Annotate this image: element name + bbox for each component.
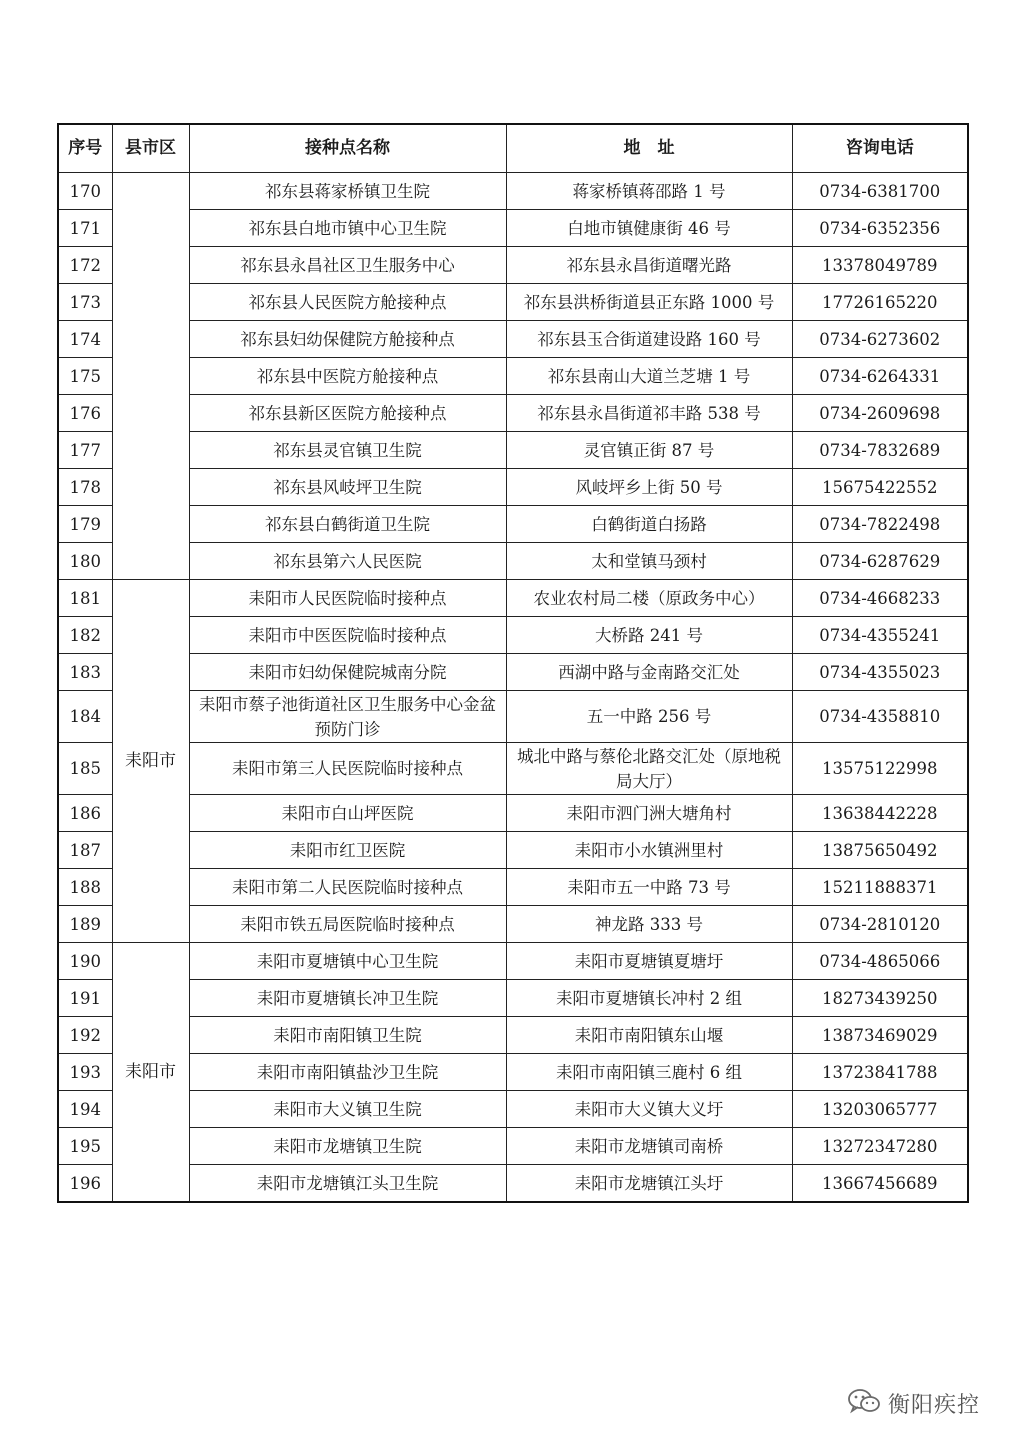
- seq-cell: 178: [58, 469, 112, 506]
- table-row: [58, 654, 968, 691]
- site-name-cell: 耒阳市妇幼保健院城南分院: [189, 654, 506, 691]
- table-row: [58, 321, 968, 358]
- address-cell: 农业农村局二楼（原政务中心）: [506, 580, 792, 617]
- phone-cell: 13575122998: [792, 743, 968, 795]
- site-name-cell: 祁东县妇幼保健院方舱接种点: [189, 321, 506, 358]
- address-cell: 耒阳市五一中路 73 号: [506, 869, 792, 906]
- address-cell: 太和堂镇马颈村: [506, 543, 792, 580]
- site-name-cell: 耒阳市南阳镇盐沙卫生院: [189, 1054, 506, 1091]
- seq-cell: 188: [58, 869, 112, 906]
- address-cell: 风岐坪乡上街 50 号: [506, 469, 792, 506]
- phone-cell: 13873469029: [792, 1017, 968, 1054]
- table-row: [58, 869, 968, 906]
- seq-cell: 172: [58, 247, 112, 284]
- site-name-cell: 祁东县蒋家桥镇卫生院: [189, 173, 506, 210]
- site-name-cell: 祁东县新区医院方舱接种点: [189, 395, 506, 432]
- site-name-cell: 耒阳市白山坪医院: [189, 795, 506, 832]
- table-row: [58, 617, 968, 654]
- seq-cell: 186: [58, 795, 112, 832]
- address-cell: 耒阳市小水镇洲里村: [506, 832, 792, 869]
- table-row: [58, 795, 968, 832]
- site-name-cell: 耒阳市夏塘镇长冲卫生院: [189, 980, 506, 1017]
- site-name-cell: 耒阳市第二人民医院临时接种点: [189, 869, 506, 906]
- phone-cell: 15211888371: [792, 869, 968, 906]
- site-name-cell: 祁东县第六人民医院: [189, 543, 506, 580]
- seq-cell: 174: [58, 321, 112, 358]
- phone-cell: 0734-4355241: [792, 617, 968, 654]
- table-row: [58, 832, 968, 869]
- district-cell: 耒阳市: [112, 943, 189, 1203]
- table-body: [58, 173, 968, 1203]
- phone-cell: 13203065777: [792, 1091, 968, 1128]
- seq-cell: 175: [58, 358, 112, 395]
- header-address: 地 址: [506, 124, 792, 173]
- site-name-cell: 耒阳市人民医院临时接种点: [189, 580, 506, 617]
- address-cell: 祁东县洪桥街道县正东路 1000 号: [506, 284, 792, 321]
- table-row: [58, 943, 968, 980]
- table-header-row: [58, 124, 968, 173]
- site-name-cell: 耒阳市铁五局医院临时接种点: [189, 906, 506, 943]
- phone-cell: 0734-4668233: [792, 580, 968, 617]
- table-row: [58, 395, 968, 432]
- table-row: [58, 580, 968, 617]
- wechat-icon: [846, 1387, 882, 1419]
- seq-cell: 185: [58, 743, 112, 795]
- address-cell: 祁东县永昌街道祁丰路 538 号: [506, 395, 792, 432]
- table-row: [58, 506, 968, 543]
- seq-cell: 190: [58, 943, 112, 980]
- seq-cell: 183: [58, 654, 112, 691]
- site-name-cell: 祁东县白鹤街道卫生院: [189, 506, 506, 543]
- seq-cell: 180: [58, 543, 112, 580]
- seq-cell: 187: [58, 832, 112, 869]
- watermark-text: 衡阳疾控: [888, 1392, 981, 1418]
- table-row: [58, 210, 968, 247]
- address-cell: 神龙路 333 号: [506, 906, 792, 943]
- seq-cell: 173: [58, 284, 112, 321]
- seq-cell: 170: [58, 173, 112, 210]
- table-row: [58, 906, 968, 943]
- table-row: [58, 173, 968, 210]
- address-cell: 耒阳市南阳镇三鹿村 6 组: [506, 1054, 792, 1091]
- table-row: [58, 980, 968, 1017]
- watermark: [846, 1386, 980, 1420]
- site-name-cell: 耒阳市大义镇卫生院: [189, 1091, 506, 1128]
- district-cell: [112, 173, 189, 580]
- phone-cell: 0734-6381700: [792, 173, 968, 210]
- seq-cell: 184: [58, 691, 112, 743]
- phone-cell: 0734-6264331: [792, 358, 968, 395]
- header-seq: 序号: [58, 124, 112, 173]
- site-name-cell: 耒阳市红卫医院: [189, 832, 506, 869]
- seq-cell: 177: [58, 432, 112, 469]
- table-row: [58, 432, 968, 469]
- seq-cell: 182: [58, 617, 112, 654]
- site-name-cell: 祁东县灵官镇卫生院: [189, 432, 506, 469]
- district-cell: 耒阳市: [112, 580, 189, 943]
- site-name-cell: 耒阳市中医医院临时接种点: [189, 617, 506, 654]
- site-name-cell: 耒阳市南阳镇卫生院: [189, 1017, 506, 1054]
- table-row: [58, 1017, 968, 1054]
- site-name-cell: 耒阳市夏塘镇中心卫生院: [189, 943, 506, 980]
- address-cell: 耒阳市大义镇大义圩: [506, 1091, 792, 1128]
- address-cell: 白地市镇健康街 46 号: [506, 210, 792, 247]
- site-name-cell: 耒阳市龙塘镇卫生院: [189, 1128, 506, 1165]
- table-row: [58, 284, 968, 321]
- phone-cell: 15675422552: [792, 469, 968, 506]
- site-name-cell: 祁东县永昌社区卫生服务中心: [189, 247, 506, 284]
- address-cell: 白鹤街道白扬路: [506, 506, 792, 543]
- phone-cell: 13638442228: [792, 795, 968, 832]
- seq-cell: 181: [58, 580, 112, 617]
- site-name-cell: 耒阳市龙塘镇江头卫生院: [189, 1165, 506, 1203]
- header-site-name: 接种点名称: [189, 124, 506, 173]
- site-name-cell: 祁东县中医院方舱接种点: [189, 358, 506, 395]
- address-cell: 耒阳市夏塘镇夏塘圩: [506, 943, 792, 980]
- address-cell: 五一中路 256 号: [506, 691, 792, 743]
- seq-cell: 176: [58, 395, 112, 432]
- site-name-cell: 祁东县白地市镇中心卫生院: [189, 210, 506, 247]
- table-row: [58, 247, 968, 284]
- address-cell: 大桥路 241 号: [506, 617, 792, 654]
- site-name-cell: 祁东县人民医院方舱接种点: [189, 284, 506, 321]
- table-row: [58, 1128, 968, 1165]
- seq-cell: 189: [58, 906, 112, 943]
- address-cell: 祁东县永昌街道曙光路: [506, 247, 792, 284]
- seq-cell: 192: [58, 1017, 112, 1054]
- table-row: [58, 358, 968, 395]
- address-cell: 耒阳市龙塘镇司南桥: [506, 1128, 792, 1165]
- table-row: [58, 1165, 968, 1203]
- address-cell: 西湖中路与金南路交汇处: [506, 654, 792, 691]
- site-name-cell: 耒阳市第三人民医院临时接种点: [189, 743, 506, 795]
- phone-cell: 0734-2609698: [792, 395, 968, 432]
- seq-cell: 196: [58, 1165, 112, 1203]
- phone-cell: 18273439250: [792, 980, 968, 1017]
- table-row: [58, 743, 968, 795]
- table-row: [58, 543, 968, 580]
- address-cell: 耒阳市泗门洲大塘角村: [506, 795, 792, 832]
- phone-cell: 0734-2810120: [792, 906, 968, 943]
- phone-cell: 0734-4358810: [792, 691, 968, 743]
- header-phone: 咨询电话: [792, 124, 968, 173]
- table-row: [58, 1054, 968, 1091]
- table-row: [58, 1091, 968, 1128]
- vaccination-site-table: [57, 123, 969, 1203]
- table-row: [58, 691, 968, 743]
- address-cell: 蒋家桥镇蒋邵路 1 号: [506, 173, 792, 210]
- phone-cell: 0734-7832689: [792, 432, 968, 469]
- phone-cell: 13272347280: [792, 1128, 968, 1165]
- header-district: 县市区: [112, 124, 189, 173]
- phone-cell: 13667456689: [792, 1165, 968, 1203]
- phone-cell: 0734-7822498: [792, 506, 968, 543]
- site-name-cell: 祁东县风岐坪卫生院: [189, 469, 506, 506]
- address-cell: 灵官镇正街 87 号: [506, 432, 792, 469]
- phone-cell: 0734-4865066: [792, 943, 968, 980]
- address-cell: 祁东县玉合街道建设路 160 号: [506, 321, 792, 358]
- vaccination-site-table-container: [57, 123, 967, 1203]
- phone-cell: 17726165220: [792, 284, 968, 321]
- seq-cell: 171: [58, 210, 112, 247]
- seq-cell: 193: [58, 1054, 112, 1091]
- phone-cell: 0734-6287629: [792, 543, 968, 580]
- address-cell: 城北中路与蔡伦北路交汇处（原地税局大厅）: [506, 743, 792, 795]
- seq-cell: 195: [58, 1128, 112, 1165]
- table-row: [58, 469, 968, 506]
- seq-cell: 194: [58, 1091, 112, 1128]
- address-cell: 耒阳市龙塘镇江头圩: [506, 1165, 792, 1203]
- phone-cell: 13875650492: [792, 832, 968, 869]
- phone-cell: 13378049789: [792, 247, 968, 284]
- address-cell: 祁东县南山大道兰芝塘 1 号: [506, 358, 792, 395]
- seq-cell: 179: [58, 506, 112, 543]
- phone-cell: 0734-6352356: [792, 210, 968, 247]
- phone-cell: 0734-6273602: [792, 321, 968, 358]
- phone-cell: 0734-4355023: [792, 654, 968, 691]
- site-name-cell: 耒阳市蔡子池街道社区卫生服务中心金盆预防门诊: [189, 691, 506, 743]
- address-cell: 耒阳市南阳镇东山堰: [506, 1017, 792, 1054]
- phone-cell: 13723841788: [792, 1054, 968, 1091]
- seq-cell: 191: [58, 980, 112, 1017]
- address-cell: 耒阳市夏塘镇长冲村 2 组: [506, 980, 792, 1017]
